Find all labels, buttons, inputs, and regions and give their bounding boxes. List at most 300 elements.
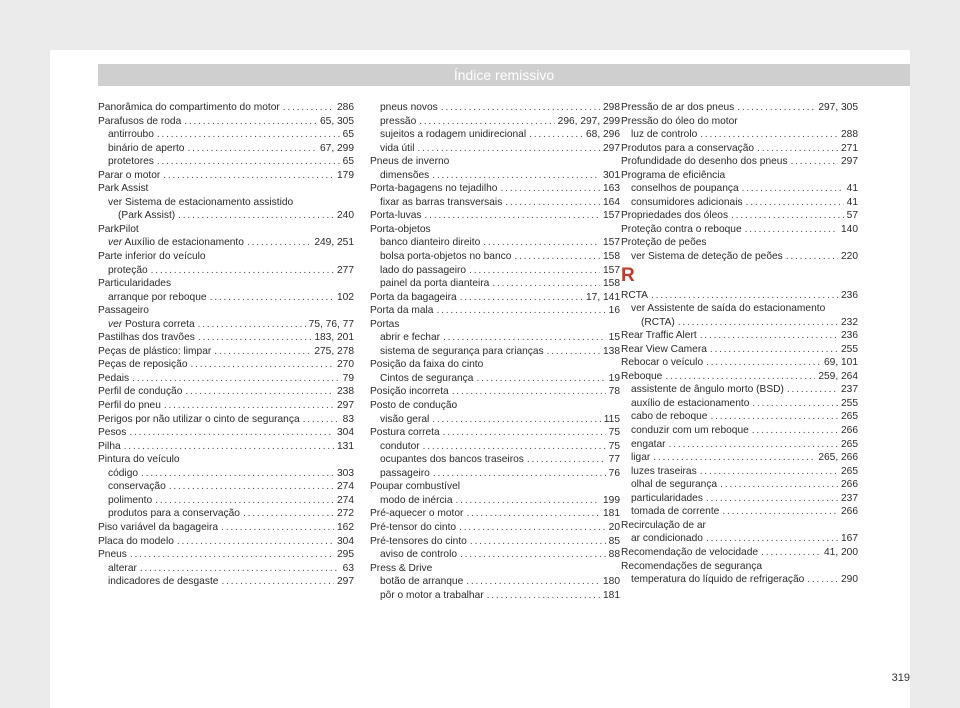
index-entry-term <box>631 438 666 452</box>
index-entry <box>370 413 620 427</box>
index-entry-page: 237 <box>841 492 858 504</box>
index-entry-term <box>621 155 788 169</box>
index-entry-text: sujeitos a rodagem unidirecional <box>380 129 527 141</box>
index-entry-text: tomada de corrente <box>631 506 720 518</box>
index-heading: Porta-objetos <box>370 223 431 235</box>
dot-leader <box>710 410 838 424</box>
index-entry <box>621 492 858 506</box>
index-entry <box>98 467 354 481</box>
index-heading: Posto de condução <box>370 400 458 412</box>
index-entry-page: 275, 278 <box>314 345 354 357</box>
index-entry-term <box>380 372 473 386</box>
index-entry-page: 20 <box>608 521 620 533</box>
dot-leader <box>466 507 600 521</box>
index-column-1 <box>98 101 354 589</box>
index-entry-text: Produtos para a conservação <box>621 142 755 154</box>
dot-leader <box>460 291 583 305</box>
index-entry <box>621 343 858 357</box>
index-entry <box>370 182 620 196</box>
dot-leader <box>425 209 600 223</box>
index-entry-text: Pré-tensor do cinto <box>370 521 457 533</box>
index-entry-text: conduzir com um reboque <box>631 425 749 437</box>
index-entry-text: passageiro <box>380 467 430 479</box>
index-entry-page: 266 <box>841 506 858 518</box>
index-entry-text: Pressão de ar dos pneus <box>621 102 735 113</box>
dot-leader <box>514 250 600 264</box>
index-entry-term <box>98 399 161 413</box>
index-entry-term <box>380 575 463 589</box>
index-entry <box>621 383 858 397</box>
index-entry-text: Pedais <box>98 372 130 384</box>
index-heading: Pneus de inverno <box>370 156 450 168</box>
index-entry-page: 138 <box>603 345 620 357</box>
index-entry <box>98 480 354 494</box>
index-entry-term <box>380 453 524 467</box>
index-entry-text: ver Sistema de deteção de peões <box>631 251 783 263</box>
index-column-3 <box>621 101 858 587</box>
index-entry-term <box>621 370 662 384</box>
dot-leader <box>433 467 606 481</box>
dot-leader <box>198 318 306 332</box>
index-entry <box>98 426 354 440</box>
index-entry-term <box>621 546 758 560</box>
index-entry-term <box>631 424 749 438</box>
index-entry-text: pressão <box>380 115 417 127</box>
index-entry-term <box>631 492 703 506</box>
index-entry-text: Panorâmica do compartimento do motor <box>98 102 280 113</box>
index-entry <box>98 385 354 399</box>
index-entry-text: Perfil do pneu <box>98 400 161 412</box>
index-entry-page: 158 <box>603 278 620 290</box>
index-entry-text: painel da porta dianteira <box>380 278 490 290</box>
index-entry-term <box>380 128 526 142</box>
index-entry-page: 297 <box>337 576 354 588</box>
dot-leader <box>720 478 838 492</box>
dot-leader <box>155 494 334 508</box>
index-entry-text: Recomendação de velocidade <box>621 546 759 558</box>
index-entry-term <box>370 385 449 399</box>
index-entry-page: 65, 305 <box>320 115 354 127</box>
dot-leader <box>140 562 340 576</box>
index-heading: Recomendações de segurança <box>621 560 763 572</box>
index-entry-text: Rebocar o veículo <box>621 357 704 369</box>
index-entry <box>98 318 354 332</box>
index-entry <box>98 331 354 345</box>
dot-leader <box>184 115 317 129</box>
index-entry-text: ar condicionado <box>631 533 703 545</box>
index-entry-page: 274 <box>337 494 354 506</box>
index-entry-text: Profundidade do desenho dos pneus <box>621 156 788 168</box>
index-entry-text: conselhos de poupança <box>631 183 739 195</box>
index-entry-page: 65 <box>342 156 354 168</box>
index-entry <box>370 575 620 589</box>
index-column-2 <box>370 101 620 602</box>
index-entry-term <box>108 264 148 278</box>
index-entry-page: 272 <box>337 508 354 520</box>
index-entry-text: Porta da mala <box>370 305 434 317</box>
dot-leader <box>492 277 600 291</box>
index-entry <box>370 264 620 278</box>
index-entry-page: 76 <box>608 467 620 479</box>
index-entry-page: 271 <box>841 142 858 154</box>
index-entry-term <box>621 343 707 357</box>
index-entry <box>621 329 858 343</box>
index-entry-page: 83 <box>342 413 354 425</box>
index-entry-text: Auxílio de estacionamento <box>124 237 244 249</box>
index-entry-page: 180 <box>603 576 620 588</box>
index-entry-text: Proteção contra o reboque <box>621 223 742 235</box>
index-entry-term <box>118 209 175 223</box>
index-entry-term <box>108 480 166 494</box>
index-entry-text: condutor <box>380 440 420 452</box>
index-heading: Passageiro <box>98 305 149 317</box>
index-entry <box>98 128 354 142</box>
see-reference-label: ver <box>108 318 123 330</box>
index-entry-page: 274 <box>337 481 354 493</box>
dot-leader <box>527 453 606 467</box>
index-entry-page: 290 <box>841 574 858 586</box>
dot-leader <box>460 548 606 562</box>
index-entry <box>98 264 354 278</box>
index-entry-term <box>380 440 420 454</box>
dot-leader <box>731 209 844 223</box>
index-entry-term <box>621 101 734 115</box>
index-entry-page: 16 <box>608 305 620 317</box>
index-entry-text: Pneus <box>98 549 127 561</box>
index-entry-term <box>98 358 187 372</box>
index-entry-page: 75 <box>608 427 620 439</box>
index-entry-page: 277 <box>337 264 354 276</box>
index-entry-text: Posição incorreta <box>370 386 449 398</box>
index-heading: Press & Drive <box>370 562 433 574</box>
index-entry-term <box>370 291 457 305</box>
index-entry-text: binário de aperto <box>108 142 185 154</box>
index-heading: Particularidades <box>98 278 172 290</box>
index-entry-page: 140 <box>841 223 858 235</box>
index-entry-page: 85 <box>608 535 620 547</box>
index-entry-term <box>108 507 240 521</box>
index-entry-term <box>98 535 174 549</box>
index-entry-text: Pastilhas dos travões <box>98 332 195 344</box>
index-entry-page: 286 <box>337 102 354 113</box>
index-entry <box>98 358 354 372</box>
dot-leader <box>221 575 334 589</box>
index-entry-page: 265 <box>841 411 858 423</box>
index-entry-term <box>108 236 244 250</box>
index-entry <box>98 521 354 535</box>
index-entry-term <box>108 318 195 332</box>
index-entry <box>621 128 858 142</box>
dot-leader <box>487 589 600 603</box>
index-entry-page: 297 <box>841 156 858 168</box>
dot-leader <box>700 465 838 479</box>
dot-leader <box>500 182 600 196</box>
index-entry-term <box>98 521 218 535</box>
index-entry <box>621 209 858 223</box>
see-reference-label: ver <box>108 237 123 249</box>
index-entry <box>98 440 354 454</box>
dot-leader <box>476 372 605 386</box>
dot-leader <box>130 548 334 562</box>
index-entry-text: Porta da bagageira <box>370 291 457 303</box>
index-entry-text: Cintos de segurança <box>380 372 474 384</box>
index-entry-page: 303 <box>337 467 354 479</box>
index-entry <box>621 573 858 587</box>
dot-leader <box>443 331 606 345</box>
index-heading: ver Sistema de estacionamento assistido <box>108 196 294 208</box>
index-entry-text: engatar <box>631 438 666 450</box>
index-entry-page: 297, 305 <box>818 102 858 113</box>
index-entry-term <box>631 573 804 587</box>
index-entry-page: 181 <box>603 508 620 520</box>
index-entry-text: temperatura do líquido de refrigeração <box>631 574 805 586</box>
index-entry-term <box>108 562 137 576</box>
index-entry-text: Peças de plástico: limpar <box>98 345 212 357</box>
index-entry <box>621 196 858 210</box>
dot-leader <box>124 440 334 454</box>
index-entry-page: 131 <box>337 440 354 452</box>
index-entry <box>621 546 858 560</box>
index-entry-term <box>380 467 430 481</box>
index-entry-text: abrir e fechar <box>380 332 441 344</box>
dot-leader <box>547 345 600 359</box>
index-entry-term <box>380 169 429 183</box>
index-entry <box>621 410 858 424</box>
index-entry-text: auxílio de estacionamento <box>631 397 750 409</box>
dot-leader <box>669 438 838 452</box>
index-entry-term <box>98 385 182 399</box>
dot-leader <box>505 196 600 210</box>
index-entry-text: Reboque <box>621 370 663 382</box>
dot-leader <box>807 573 838 587</box>
index-entry-term <box>370 209 422 223</box>
index-entry-text: antirroubo <box>108 129 154 141</box>
dot-leader <box>214 345 311 359</box>
index-entry <box>370 467 620 481</box>
index-entry-text: visão geral <box>380 413 430 425</box>
dot-leader <box>742 182 844 196</box>
index-entry-text: Placa do modelo <box>98 535 174 547</box>
dot-leader <box>432 413 600 427</box>
dot-leader <box>746 196 844 210</box>
index-entry <box>98 507 354 521</box>
index-entry-page: 304 <box>337 427 354 439</box>
index-entry-term <box>621 289 648 303</box>
dot-leader <box>190 358 334 372</box>
dot-leader <box>700 128 838 142</box>
dot-leader <box>157 155 340 169</box>
index-entry-page: 179 <box>337 169 354 181</box>
index-entry-page: 266 <box>841 479 858 491</box>
index-entry-term <box>631 397 749 411</box>
index-entry-term <box>98 345 211 359</box>
index-entry-text: código <box>108 467 139 479</box>
dot-leader <box>483 236 600 250</box>
index-entry-text: sistema de segurança para crianças <box>380 345 544 357</box>
index-entry <box>98 345 354 359</box>
index-entry <box>621 424 858 438</box>
index-entry-term <box>98 115 181 129</box>
dot-leader <box>178 209 334 223</box>
index-entry-page: 41 <box>846 183 858 195</box>
index-entry-term <box>631 250 783 264</box>
index-heading: Pressão do óleo do motor <box>621 115 738 127</box>
index-entry-text: lado do passageiro <box>380 264 467 276</box>
index-entry <box>370 250 620 264</box>
index-entry-page: 63 <box>342 562 354 574</box>
page-header-banner <box>98 64 910 86</box>
dot-leader <box>163 169 334 183</box>
dot-leader <box>419 115 554 129</box>
index-entry-page: 259, 264 <box>818 370 858 382</box>
dot-leader <box>752 397 838 411</box>
dot-leader <box>132 372 340 386</box>
index-entry-term <box>108 467 138 481</box>
dot-leader <box>436 304 605 318</box>
index-entry <box>621 142 858 156</box>
index-entry-term <box>370 182 497 196</box>
index-heading: Proteção de peões <box>621 237 707 249</box>
index-entry-text: RCTA <box>621 289 648 301</box>
index-entry <box>621 101 858 115</box>
dot-leader <box>443 426 606 440</box>
dot-leader <box>757 142 838 156</box>
index-entry-term <box>621 209 728 223</box>
index-entry <box>98 236 354 250</box>
index-entry <box>370 196 620 210</box>
index-entry-term <box>380 548 457 562</box>
index-entry-page: 236 <box>841 289 858 301</box>
dot-leader <box>303 413 340 427</box>
index-entry-text: conservação <box>108 481 166 493</box>
index-entry-text: Peças de reposição <box>98 359 188 371</box>
index-heading: Park Assist <box>98 183 149 195</box>
index-entry-text: vida útil <box>380 142 415 154</box>
index-entry-text: arranque por reboque <box>108 291 207 303</box>
index-entry <box>370 385 620 399</box>
index-entry <box>370 494 620 508</box>
dot-leader <box>423 440 606 454</box>
index-entry-page: 17, 141 <box>586 291 620 303</box>
index-section-letter: R <box>621 264 635 286</box>
dot-leader <box>129 426 334 440</box>
index-entry-term <box>98 372 129 386</box>
index-entry-term <box>380 494 453 508</box>
index-entry-page: 77 <box>608 454 620 466</box>
index-entry-text: particularidades <box>631 492 703 504</box>
index-entry <box>370 115 620 129</box>
index-entry <box>98 494 354 508</box>
index-entry <box>370 453 620 467</box>
index-entry-page: 297 <box>337 400 354 412</box>
index-entry-text: Pilha <box>98 440 121 452</box>
index-entry <box>370 128 620 142</box>
index-entry-term <box>98 169 160 183</box>
index-entry-term <box>108 128 154 142</box>
dot-leader <box>665 370 815 384</box>
index-entry-term <box>380 196 502 210</box>
dot-leader <box>722 505 838 519</box>
index-entry-text: pneus novos <box>380 102 438 113</box>
index-entry <box>370 209 620 223</box>
index-entry-term <box>631 465 697 479</box>
index-entry <box>370 304 620 318</box>
index-entry-text: bolsa porta-objetos no banco <box>380 251 512 263</box>
index-entry-page: 255 <box>841 397 858 409</box>
index-entry-term <box>631 182 739 196</box>
dot-leader <box>529 128 583 142</box>
index-entry-page: 298 <box>603 102 620 113</box>
index-entry <box>621 223 858 237</box>
index-entry-term <box>98 331 195 345</box>
index-entry-term <box>380 264 466 278</box>
index-entry-text: banco dianteiro direito <box>380 237 481 249</box>
index-entry-page: 296, 297, 299 <box>557 115 620 127</box>
dot-leader <box>441 101 600 115</box>
index-entry-text: fixar as barras transversais <box>380 196 503 208</box>
index-entry-text: assistente de ângulo morto (BSD) <box>631 384 784 396</box>
index-entry-text: Pesos <box>98 427 127 439</box>
index-entry <box>621 465 858 479</box>
index-entry-term <box>380 101 438 115</box>
dot-leader <box>243 507 334 521</box>
dot-leader <box>469 264 600 278</box>
index-heading: Recirculação de ar <box>621 519 706 531</box>
dot-leader <box>678 316 838 330</box>
index-heading: Pintura do veículo <box>98 454 180 466</box>
index-entry-page: 15 <box>608 332 620 344</box>
index-entry-text: Rear Traffic Alert <box>621 330 697 342</box>
dot-leader <box>247 236 311 250</box>
dot-leader <box>418 142 600 156</box>
index-entry-text: produtos para a conservação <box>108 508 240 520</box>
index-entry-page: 265 <box>841 465 858 477</box>
index-entry-page: 79 <box>342 372 354 384</box>
index-entry-page: 158 <box>603 251 620 263</box>
index-entry-page: 68, 296 <box>586 129 620 141</box>
index-entry-page: 69, 101 <box>824 357 858 369</box>
index-entry-text: Pré-aquecer o motor <box>370 508 464 520</box>
page-title: Índice remissivo <box>453 67 555 83</box>
dot-leader <box>157 128 340 142</box>
index-entry <box>370 169 620 183</box>
dot-leader <box>459 521 606 535</box>
index-entry-term <box>631 383 784 397</box>
dot-leader <box>700 329 838 343</box>
index-entry-page: 157 <box>603 264 620 276</box>
index-entry-term <box>370 507 463 521</box>
index-entry-text: Porta-bagagens no tejadilho <box>370 183 498 195</box>
index-entry-text: Porta-luvas <box>370 210 422 222</box>
dot-leader <box>187 142 317 156</box>
index-entry-text: luzes traseiras <box>631 465 697 477</box>
index-entry <box>370 521 620 535</box>
dot-leader <box>210 291 334 305</box>
index-entry-page: 41 <box>846 196 858 208</box>
index-entry-term <box>380 413 429 427</box>
index-entry-page: 163 <box>603 183 620 195</box>
index-entry <box>370 291 620 305</box>
index-entry-term <box>380 250 511 264</box>
index-entry-term <box>370 521 456 535</box>
dot-leader <box>761 546 821 560</box>
index-entry <box>621 505 858 519</box>
dot-leader <box>710 343 838 357</box>
dot-leader <box>185 385 334 399</box>
index-entry-text: Propriedades dos óleos <box>621 210 729 222</box>
index-entry-term <box>108 494 152 508</box>
index-entry <box>621 182 858 196</box>
